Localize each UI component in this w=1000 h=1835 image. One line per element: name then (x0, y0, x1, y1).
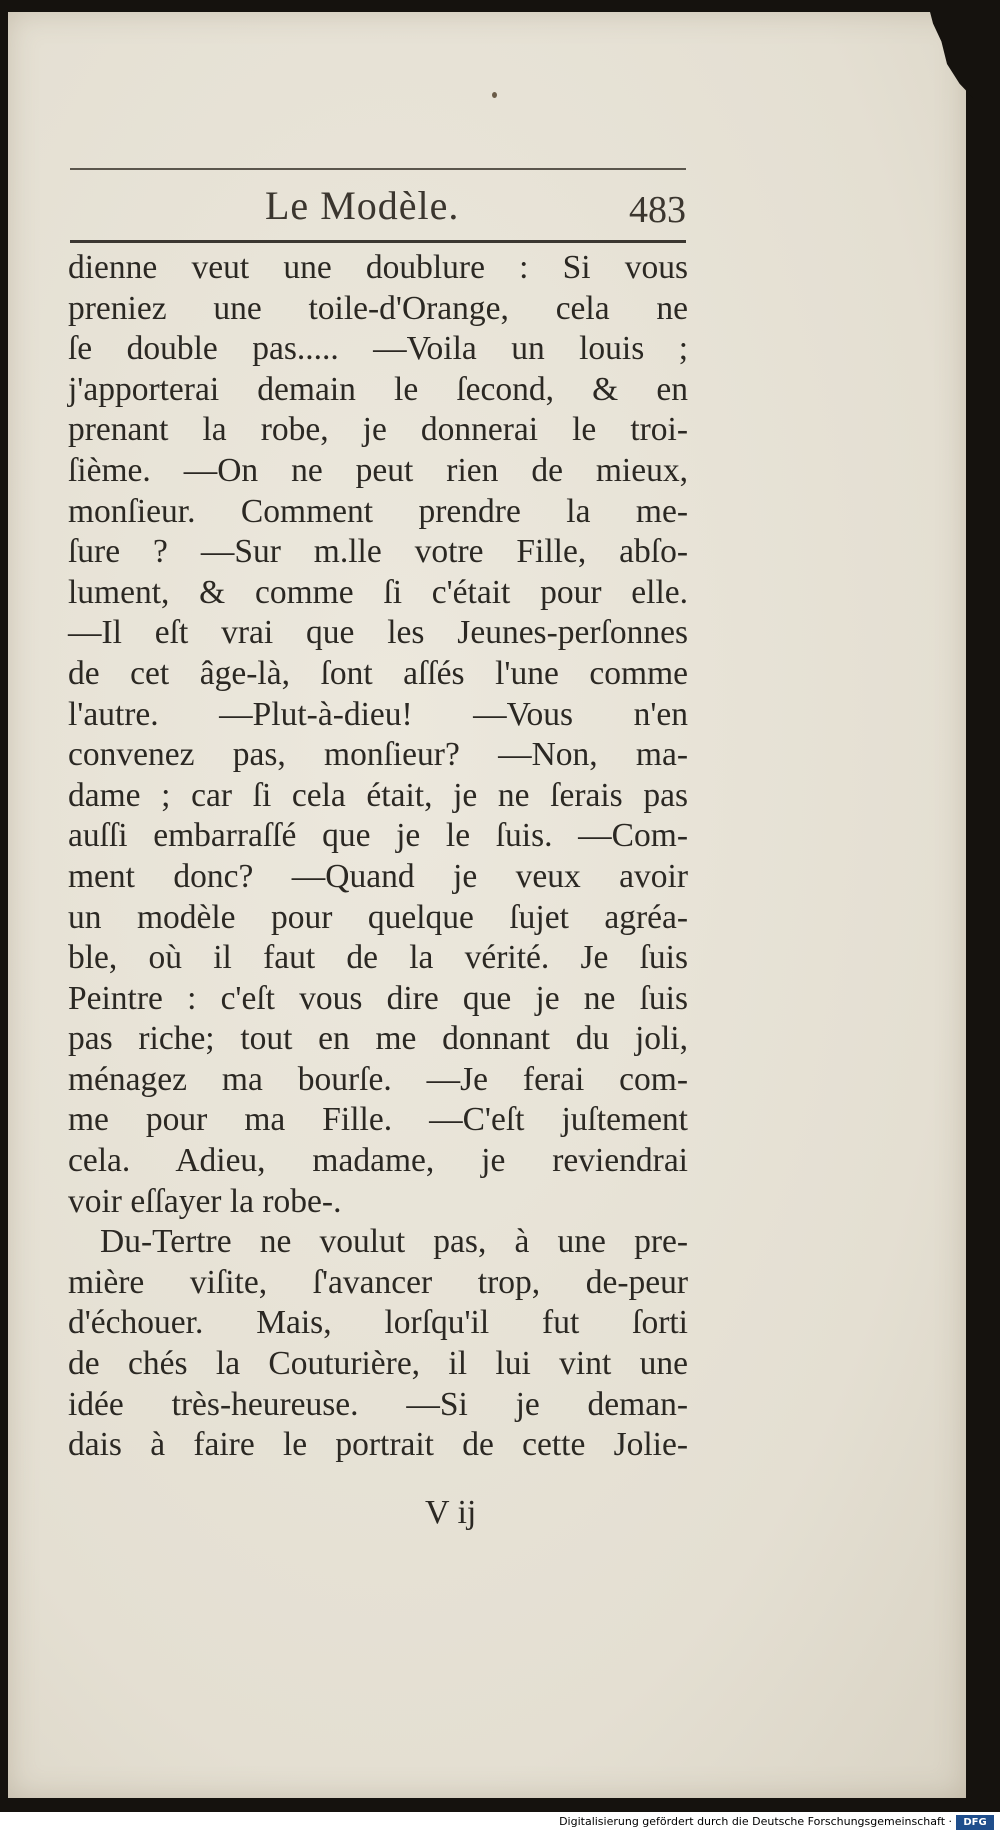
text-line: de chés la Couturière, il lui vint une (68, 1345, 688, 1383)
text-line: prenant la robe, je donnerai le troi- (68, 411, 688, 449)
body-text (68, 248, 688, 1466)
running-title: Le Modèle. (265, 183, 460, 228)
text-line: ménagez ma bourſe. —Je ferai com- (68, 1060, 688, 1098)
text-line: —Il eſt vrai que les Jeunes-perſonnes (68, 614, 688, 652)
text-line: monſieur. Comment prendre la me- (68, 492, 688, 530)
ink-speck (492, 92, 497, 98)
text-line: dienne veut une doublure : Si vous (68, 249, 688, 286)
running-head (70, 178, 686, 238)
text-line: voir eſſayer la robe-. (68, 1182, 342, 1220)
text-line: auſſi embarraſſé que je le ſuis. —Com- (68, 817, 688, 855)
text-line: ment donc? —Quand je veux avoir (68, 857, 688, 895)
text-line: d'échouer. Mais, lorſqu'il fut ſorti (68, 1304, 688, 1342)
paragraph-first-line: Du-Tertre ne voulut pas, à une pre- (100, 1223, 688, 1261)
text-line: convenez pas, monſieur? —Non, ma- (68, 736, 688, 774)
text-line: l'autre. —Plut-à-dieu! —Vous n'en (68, 695, 688, 733)
header-rule-top (70, 168, 686, 170)
text-line: de cet âge-là, ſont aſſés l'une comme (68, 654, 688, 692)
text-line: pas riche; tout en me donnant du joli, (68, 1020, 688, 1058)
text-line: me pour ma Fille. —C'eſt juſtement (68, 1101, 688, 1139)
text-line: cela. Adieu, madame, je reviendrai (68, 1142, 688, 1180)
text-line: idée très-heureuse. —Si je deman- (68, 1385, 688, 1423)
dfg-logo: DFG (956, 1815, 994, 1830)
page-number: 483 (629, 189, 686, 231)
text-line: ſure ? —Sur m.lle votre Fille, abſo- (68, 533, 688, 571)
scan-background-edge (966, 12, 1000, 1812)
text-line: ſe double pas..... —Voila un louis ; (68, 330, 688, 368)
text-line: ble, où il faut de la vérité. Je ſuis (68, 939, 688, 977)
text-line: dame ; car ſi cela était, je ne ſerais pas (68, 776, 688, 814)
text-line: j'apporterai demain le ſecond, & en (68, 370, 688, 408)
header-rule-bottom (70, 240, 686, 243)
text-line: mière viſite, ſ'avancer trop, de-peur (68, 1263, 688, 1301)
text-line: ſième. —On ne peut rien de mieux, (68, 451, 688, 489)
funding-credit: Digitalisierung gefördert durch die Deutsche Forschungsgemeinschaft · (559, 1815, 952, 1828)
text-line: lument, & comme ſi c'était pour elle. (68, 573, 688, 611)
text-line: Peintre : c'eſt vous dire que je ne ſuis (68, 979, 688, 1017)
signature-mark: V ij (425, 1494, 477, 1531)
text-line: un modèle pour quelque ſujet agréa- (68, 898, 688, 936)
text-line: preniez une toile-d'Orange, cela ne (68, 289, 688, 327)
text-line: dais à faire le portrait de cette Jolie- (68, 1426, 688, 1464)
